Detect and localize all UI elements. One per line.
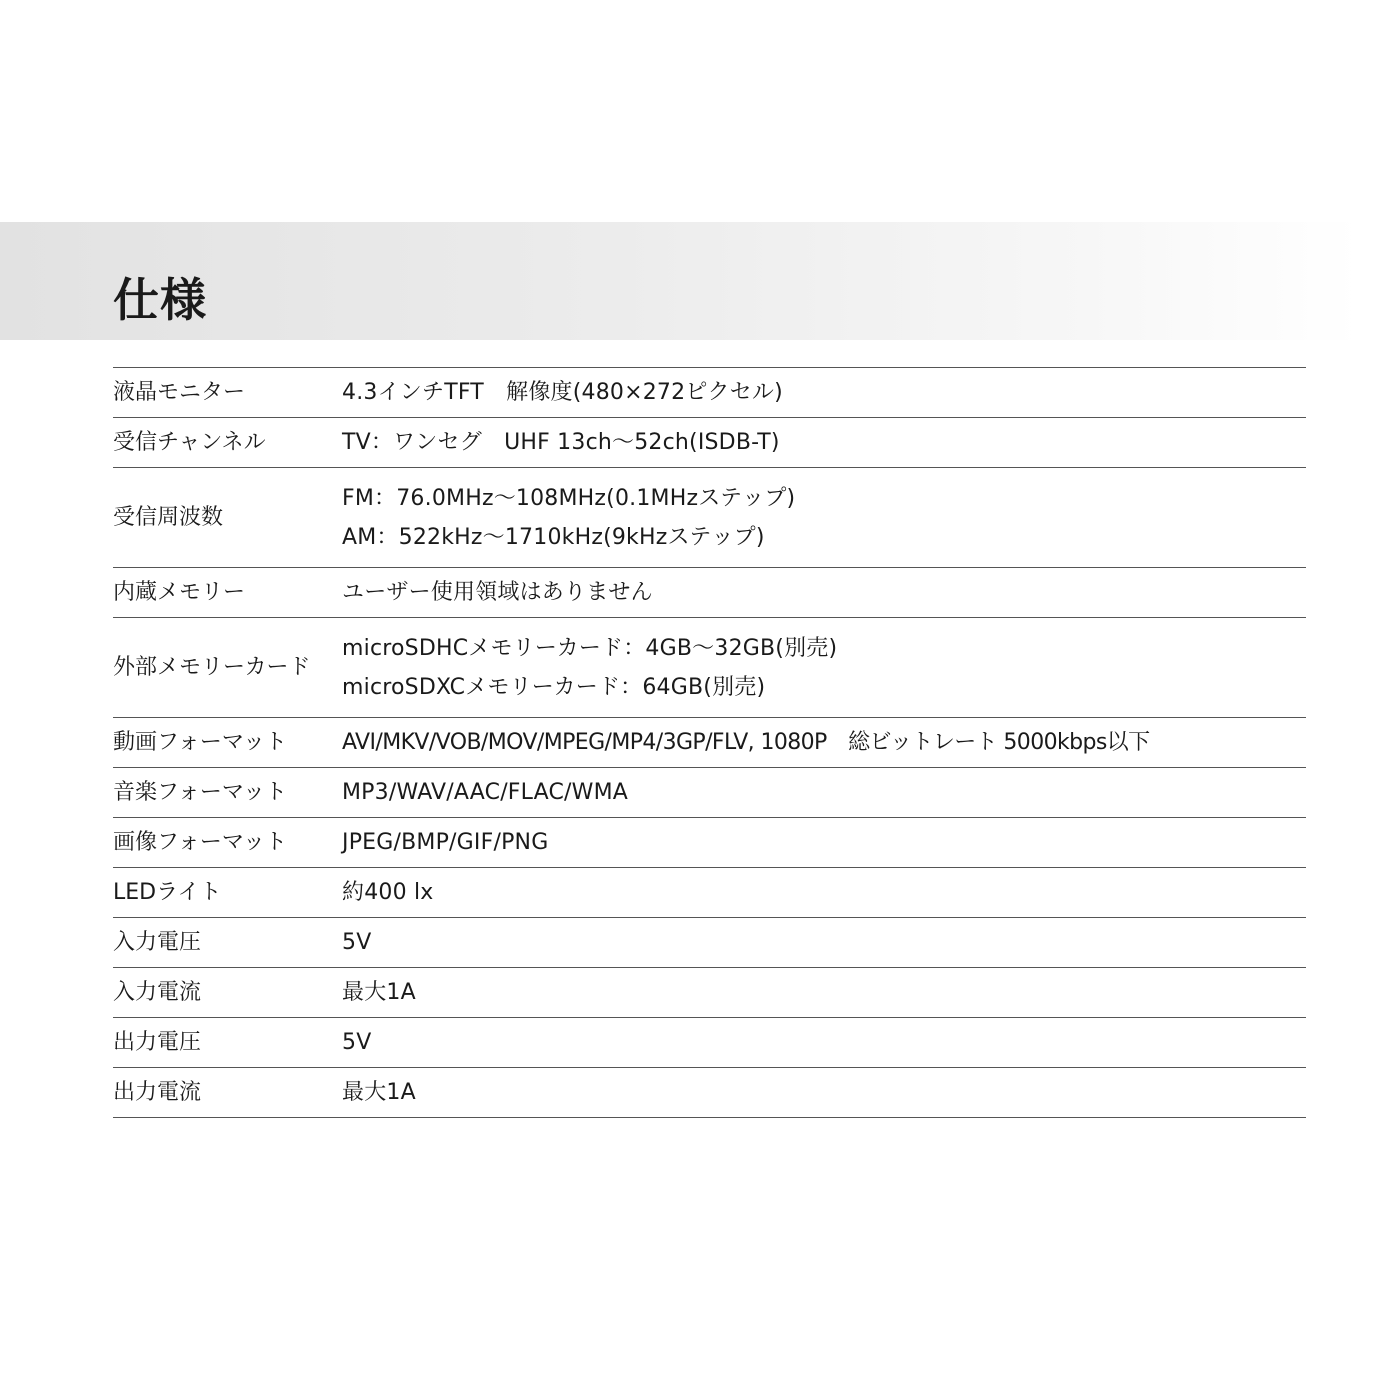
spec-value-sdhc: microSDHCメモリーカード：4GB〜32GB(別売) [342,635,838,661]
spec-row-led-light [113,868,1306,918]
spec-label: 画像フォーマット [113,829,288,855]
page-title: 仕様 [113,273,207,327]
spec-value: AVI/MKV/VOB/MOV/MPEG/MP4/3GP/FLV, 1080P 総ビットレート 5000kbps以下 [342,730,1150,755]
spec-values [342,723,1306,762]
spec-row-channels [113,418,1306,468]
spec-row-lcd-monitor [113,368,1306,418]
spec-value-sdxc: microSDXCメモリーカード：64GB(別売) [342,674,766,700]
spec-value: 最大1A [342,980,416,1005]
spec-values [342,1023,1306,1062]
spec-values [342,479,1306,557]
spec-label: 受信チャンネル [113,429,266,455]
spec-row-audio-format [113,768,1306,818]
spec-value: ユーザー使用領域はありません [342,580,653,605]
spec-values [342,573,1306,612]
spec-label: 液晶モニター [113,379,246,405]
spec-label: 音楽フォーマット [113,779,288,805]
spec-values [342,823,1306,862]
spec-value: JPEG/BMP/GIF/PNG [342,830,549,855]
spec-label: 外部メモリーカード [113,654,311,680]
spec-value: 4.3インチTFT 解像度(480×272ピクセル) [342,380,783,405]
spec-values [342,629,1306,707]
spec-value-am: AM：522kHz〜1710kHz(9kHzステップ) [342,524,765,550]
spec-label: 入力電圧 [113,929,202,955]
spec-value: 最大1A [342,1080,416,1105]
spec-row-internal-memory [113,568,1306,618]
spec-row-output-voltage [113,1018,1306,1068]
spec-row-video-format [113,718,1306,768]
spec-label: 出力電流 [113,1079,202,1105]
spec-values [342,373,1306,412]
spec-values [342,773,1306,812]
spec-label: 出力電圧 [113,1029,202,1055]
spec-value: 約400 lx [342,880,434,905]
spec-row-output-current [113,1068,1306,1118]
spec-label: 内蔵メモリー [113,579,246,605]
spec-value: 5V [342,1030,372,1055]
spec-row-input-voltage [113,918,1306,968]
spec-row-frequency [113,468,1306,568]
spec-label: LEDライト [113,879,222,905]
spec-value: 5V [342,930,372,955]
spec-row-input-current [113,968,1306,1018]
spec-label: 入力電流 [113,979,202,1005]
spec-row-external-memory [113,618,1306,718]
spec-values [342,1073,1306,1112]
spec-value: MP3/WAV/AAC/FLAC/WMA [342,780,629,805]
spec-value: TV：ワンセグ UHF 13ch〜52ch(ISDB-T) [342,430,780,455]
spec-table [113,367,1306,1118]
spec-row-image-format [113,818,1306,868]
spec-label: 受信周波数 [113,504,224,530]
spec-value-fm: FM：76.0MHz〜108MHz(0.1MHzステップ) [342,485,796,511]
spec-values [342,873,1306,912]
spec-values [342,423,1306,462]
spec-label: 動画フォーマット [113,729,288,755]
spec-values [342,923,1306,962]
spec-values [342,973,1306,1012]
